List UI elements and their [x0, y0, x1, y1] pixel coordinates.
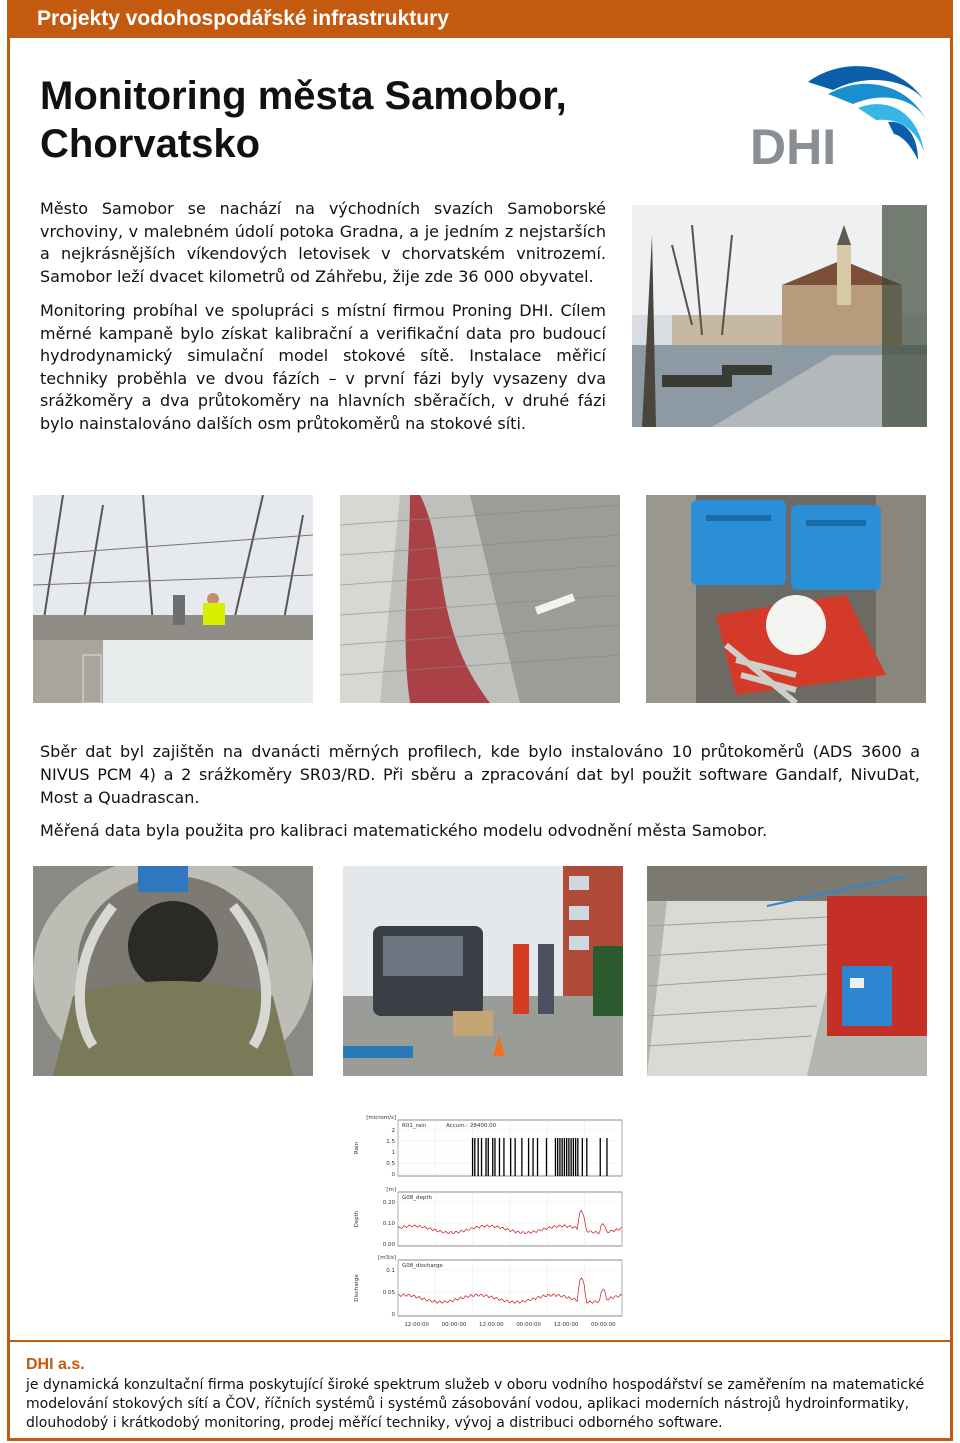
sewer-pipe-photo — [33, 866, 313, 1076]
chart-unit-label: [m] — [386, 1187, 396, 1193]
chart-rain-bar — [481, 1138, 482, 1176]
chart-x-tick-label: 12:00:00 — [404, 1322, 430, 1328]
chart-x-tick-label: 12:00:00 — [553, 1322, 579, 1328]
chart-rain-bar — [478, 1138, 479, 1176]
chart-rain-bar — [510, 1138, 511, 1176]
rain-gauge-installation-photo — [33, 495, 313, 703]
chart-rain-bar — [600, 1138, 601, 1176]
chart-rain-bar — [606, 1138, 607, 1176]
chart-rain-bar — [521, 1138, 522, 1176]
chart-rain-bar — [488, 1138, 489, 1176]
monitoring-van-photo — [343, 866, 623, 1076]
chart-rain-bar — [537, 1138, 538, 1176]
chart-rain-bar — [494, 1138, 495, 1176]
chart-rain-bar — [528, 1138, 529, 1176]
chart-rain-bar — [499, 1138, 500, 1176]
chart-series-label: R01_rain — [402, 1123, 427, 1129]
chart-rain-bar — [577, 1138, 578, 1176]
chart-rain-bar — [573, 1138, 574, 1176]
chart-rain-bar — [546, 1138, 547, 1176]
intro-text — [40, 198, 606, 447]
dhi-logo — [748, 60, 930, 170]
chart-rain-bar — [503, 1138, 504, 1176]
chart-unit-label: [microm/s] — [366, 1115, 396, 1121]
monitoring-chart-svg — [340, 1112, 630, 1330]
chart-y-tick-label: 1.5 — [386, 1139, 395, 1145]
header-banner: Projekty vodohospodářské infrastruktury — [7, 0, 953, 38]
chart-y-tick-label: 0.00 — [382, 1242, 395, 1248]
chart-y-tick-label: 0 — [391, 1312, 395, 1318]
chart-x-tick-label: 00:00:00 — [441, 1322, 467, 1328]
dye-tracer-channel-photo — [340, 495, 620, 703]
title-line-1: Monitoring města Samobor, — [40, 74, 567, 118]
chart-series-label: G08_discharge — [402, 1263, 443, 1269]
chart-rain-bar — [559, 1138, 560, 1176]
chart-rain-bar — [568, 1138, 569, 1176]
body-text — [40, 740, 920, 852]
chart-y-axis-label: Discharge — [354, 1274, 360, 1302]
footer — [26, 1355, 926, 1433]
chart-y-tick-label: 0.10 — [382, 1221, 395, 1227]
chart-series-label: G08_depth — [402, 1195, 433, 1201]
chart-y-tick-label: 1 — [391, 1150, 395, 1156]
body-paragraph-1: Sběr dat byl zajištěn na dvanácti měrných profilech, kde bylo instalováno 10 průtokoměrů (ADS 3600 a NIVUS PCM 4) a 2 srážkoměry SR03/RD. Při sběru a zpracování dat byl použit software Gandalf, NivuDat, Most a Quadrascan. — [40, 742, 920, 807]
title-line-2: Chorvatsko — [40, 122, 261, 166]
chart-rain-bar — [474, 1138, 475, 1176]
chart-rain-bar — [557, 1138, 558, 1176]
chart-y-tick-label: 0.05 — [382, 1290, 395, 1296]
chart-x-tick-label: 00:00:00 — [516, 1322, 542, 1328]
chart-rain-bar — [514, 1138, 515, 1176]
chart-y-axis-label: Rain — [354, 1141, 360, 1155]
town-square-photo — [632, 205, 927, 427]
page-title — [40, 72, 680, 168]
chart-y-tick-label: 0.1 — [386, 1268, 395, 1274]
footer-divider — [10, 1340, 950, 1342]
chart-unit-label: [m3/s] — [378, 1255, 396, 1261]
body-paragraph-2: Měřená data byla použita pro kalibraci matematického modelu odvodnění města Samobor. — [40, 821, 768, 840]
monitoring-chart — [340, 1112, 630, 1330]
logo-text: DHI — [750, 119, 837, 170]
channel-flowmeter-photo — [647, 866, 927, 1076]
chart-rain-bar — [472, 1138, 473, 1176]
chart-rain-bar — [570, 1138, 571, 1176]
chart-rain-bar — [566, 1138, 567, 1176]
chart-y-tick-label: 0 — [391, 1172, 395, 1178]
chart-annotation: Accum.: 28400.00 — [446, 1123, 497, 1129]
intro-paragraph-2: Monitoring probíhal ve spolupráci s místní firmou Proning DHI. Cílem měrné kampaně bylo získat kalibrační a verifikační data pro budoucí hydrodynamický simulační model stokové sítě. Instalace měřicí techniky proběhla ve dvou fázích – v první fázi byly vysazeny dva srážkoměry a dva průtokoměry na hlavních sběračích, v druhé fázi bylo nainstalováno dalších osm průtokoměrů na stokové síti. — [40, 301, 606, 433]
chart-rain-bar — [555, 1138, 556, 1176]
chart-rain-bar — [586, 1138, 587, 1176]
chart-y-tick-label: 2 — [391, 1128, 395, 1134]
chart-y-axis-label: Depth — [354, 1210, 360, 1228]
chart-x-tick-label: 00:00:00 — [590, 1322, 616, 1328]
chart-rain-bar — [532, 1138, 533, 1176]
chart-rain-bar — [485, 1138, 486, 1176]
footer-company-name: DHI a.s. — [26, 1356, 85, 1373]
manhole-technician-photo — [646, 495, 926, 703]
chart-y-tick-label: 0.5 — [386, 1161, 395, 1167]
chart-x-tick-label: 12:00:00 — [478, 1322, 504, 1328]
chart-rain-bar — [575, 1138, 576, 1176]
chart-rain-bar — [562, 1138, 563, 1176]
intro-paragraph-1: Město Samobor se nachází na východních svazích Samoborské vrchoviny, v malebném údolí potoka Gradna, a je jedním z nejstarších a nejkrásnějších víkendových letovisek v chorvatském vnitrozemí. Samobor leží dvacet kilometrů od Záhřebu, žije zde 36 000 obyvatel. — [40, 199, 606, 286]
chart-rain-bar — [582, 1138, 583, 1176]
chart-rain-bar — [564, 1138, 565, 1176]
chart-rain-bar — [492, 1138, 493, 1176]
footer-description: je dynamická konzultační firma poskytující široké spektrum služeb v oboru vodního hospodářství se zaměřením na matematické modelování stokových sítí a ČOV, říčních systémů i systémů zásobování vodou, aplikaci moderních nástrojů hydroinformatiky, dlouhodobý i krátkodobý monitoring, prodej měřící techniky, vývoj a distribuci odborného software. — [26, 1377, 925, 1431]
chart-y-tick-label: 0.20 — [382, 1200, 395, 1206]
